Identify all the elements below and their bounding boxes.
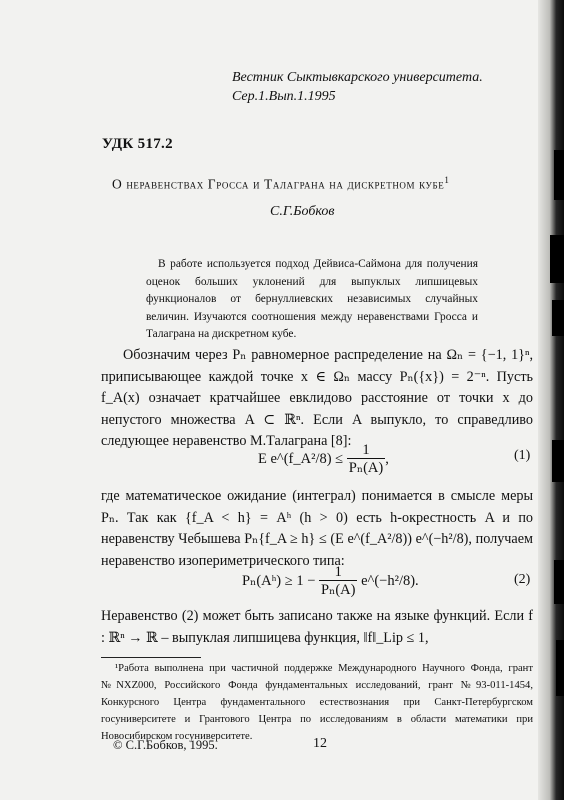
formula-1	[258, 442, 389, 477]
equation-number-2: (2)	[514, 572, 531, 587]
paper-title	[112, 175, 449, 193]
formula-1-numerator: 1	[347, 442, 385, 459]
formula-2	[242, 564, 419, 599]
footnote: ¹Работа выполнена при частичной поддержке Международного Научного Фонда, грант №NXZ000, Российского Фонда фундаментальных исследований, грант №93-011-1454, Конкурсного Центра фундаментального естествознания при Санкт-Петербургском госуниверситете и Грантового Центра по исследованиям в области математики при Новосибирском госуниверситете.	[101, 663, 533, 742]
formula-2-denominator: Pₙ(A)	[321, 582, 356, 598]
copyright: © С.Г.Бобков, 1995.	[113, 738, 218, 752]
journal-header	[232, 68, 532, 106]
formula-1-fraction	[347, 442, 385, 477]
equation-number-1: (1)	[514, 448, 531, 463]
formula-1-left: E e^(f_A²/8) ≤	[258, 450, 344, 467]
abstract: В работе используется подход Дейвиса-Саймона для получения оценок больших уклонений для выпуклых липшицевых функционалов от бернуллиевских независимых случайных величин. Изучаются соотношения между неравенствами Гросса и Талаграна на дискретном кубе.	[146, 258, 478, 340]
formula-1-right: ,	[385, 450, 389, 467]
paragraph-2: где математическое ожидание (интеграл) понимается в смысле меры Pₙ. Так как {f_A < h} = Aʰ (h > 0) есть h-окрестность A и по неравенству Чебышева Pₙ{f_A ≥ h} ≤ (E e^(f_A²/8)) e^(−h²/8), получаем неравенство изопериметрического типа:	[101, 488, 533, 569]
formula-2-fraction	[319, 564, 357, 599]
paragraph-1: Обозначим через Pₙ равномерное распределение на Ωₙ = {−1, 1}ⁿ, приписывающее каждой точке x ∈ Ωₙ массу Pₙ({x}) = 2⁻ⁿ. Пусть f_A(x) означает кратчайшее евклидово расстояние от точки x до непустого множества A ⊂ ℝⁿ. Если A выпукло, то справедливо следующее неравенство М.Талаграна [8]:	[101, 347, 533, 449]
formula-2-left: Pₙ(Aʰ) ≥ 1 −	[242, 572, 316, 589]
formula-2-numerator: 1	[319, 564, 357, 581]
title-footnote-mark: 1	[444, 175, 449, 185]
udk-code: УДК 517.2	[102, 136, 173, 152]
journal-issue: Сер.1.Вып.1.1995	[232, 89, 336, 104]
paper-title-text: О неравенствах Гросса и Талаграна на дискретном кубе	[112, 176, 445, 192]
author: С.Г.Бобков	[270, 204, 335, 219]
formula-1-denominator: Pₙ(A)	[348, 460, 384, 476]
page-number: 12	[313, 736, 327, 751]
footnote-rule	[101, 657, 201, 658]
paragraph-3: Неравенство (2) может быть записано также на языке функций. Если f : ℝⁿ → ℝ – выпуклая липшицева функция, ‖f‖_Lip ≤ 1,	[101, 608, 533, 646]
journal-name: Вестник Сыктывкарского университета.	[232, 70, 483, 85]
formula-2-right: e^(−h²/8).	[361, 572, 419, 589]
